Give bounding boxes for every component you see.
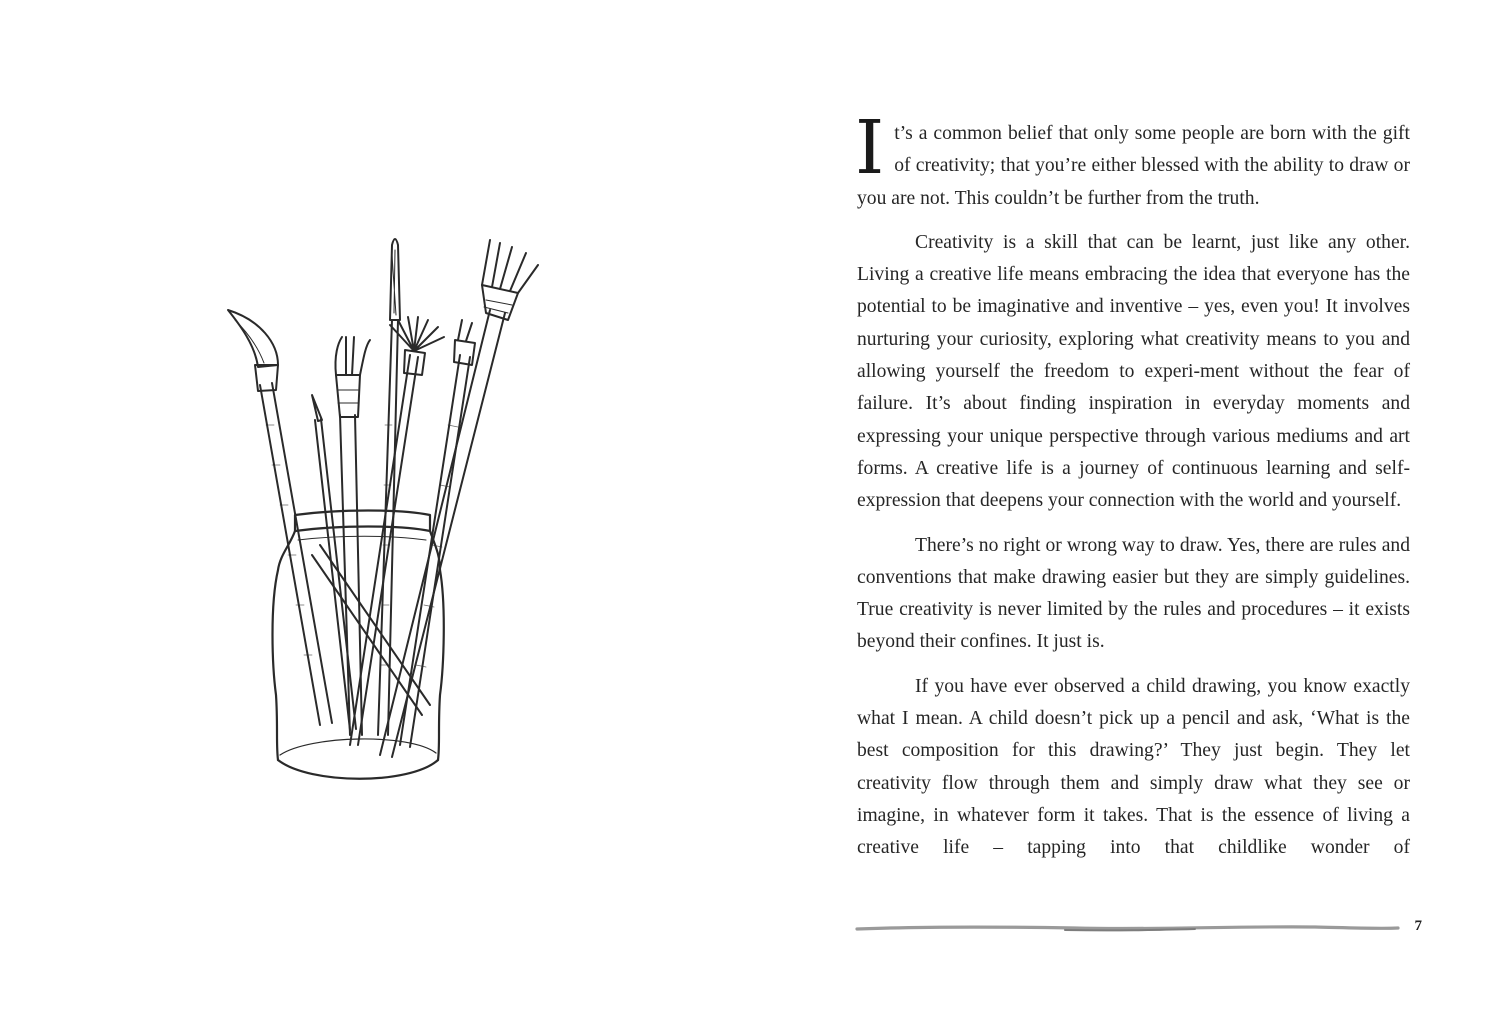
paragraph-4: If you have ever observed a child drawing, you know exactly what I mean. A child doesn’t pick up a pencil and ask, ‘What is the best composition for this drawing?’ They just begin. They let creativity flow through them and simply draw what they see or imagine, in whatever form it takes. That is the essence of living a creative life – tapping into that childlike wonder of xyxy=(857,675,1410,859)
paragraph-1 xyxy=(855,105,1410,215)
body-text xyxy=(855,105,1410,877)
paragraph-1-text: t’s a common belief that only some people are born with the gift of creativity; that you’re either blessed with the ability to draw or you are not. This couldn’t be further from the truth. xyxy=(857,123,1410,209)
page-number: 7 xyxy=(1414,918,1422,934)
paintbrush-jar-illustration xyxy=(200,225,560,795)
drop-cap: I xyxy=(855,105,885,191)
footer-brush-rule xyxy=(855,920,1400,936)
paragraph-2: Creativity is a skill that can be learnt, just like any other. Living a creative life means embracing the idea that everyone has the potential to be imaginative and inventive – yes, even you! It involves nurturing your curiosity, exploring what creativity means to you and allowing yourself the freedom to experi-ment without the fear of failure. It’s about finding inspiration in everyday moments and expressing your unique perspective through various mediums and art forms. A creative life is a journey of continuous learning and self-expression that deepens your connection with the world and yourself. xyxy=(857,231,1410,512)
paintbrushes-in-jar-icon xyxy=(200,225,560,795)
paragraph-3: There’s no right or wrong way to draw. Yes, there are rules and conventions that make drawing easier but they are simply guidelines. True creativity is never limited by the rules and procedures – it exists beyond their confines. It just is. xyxy=(857,534,1410,653)
